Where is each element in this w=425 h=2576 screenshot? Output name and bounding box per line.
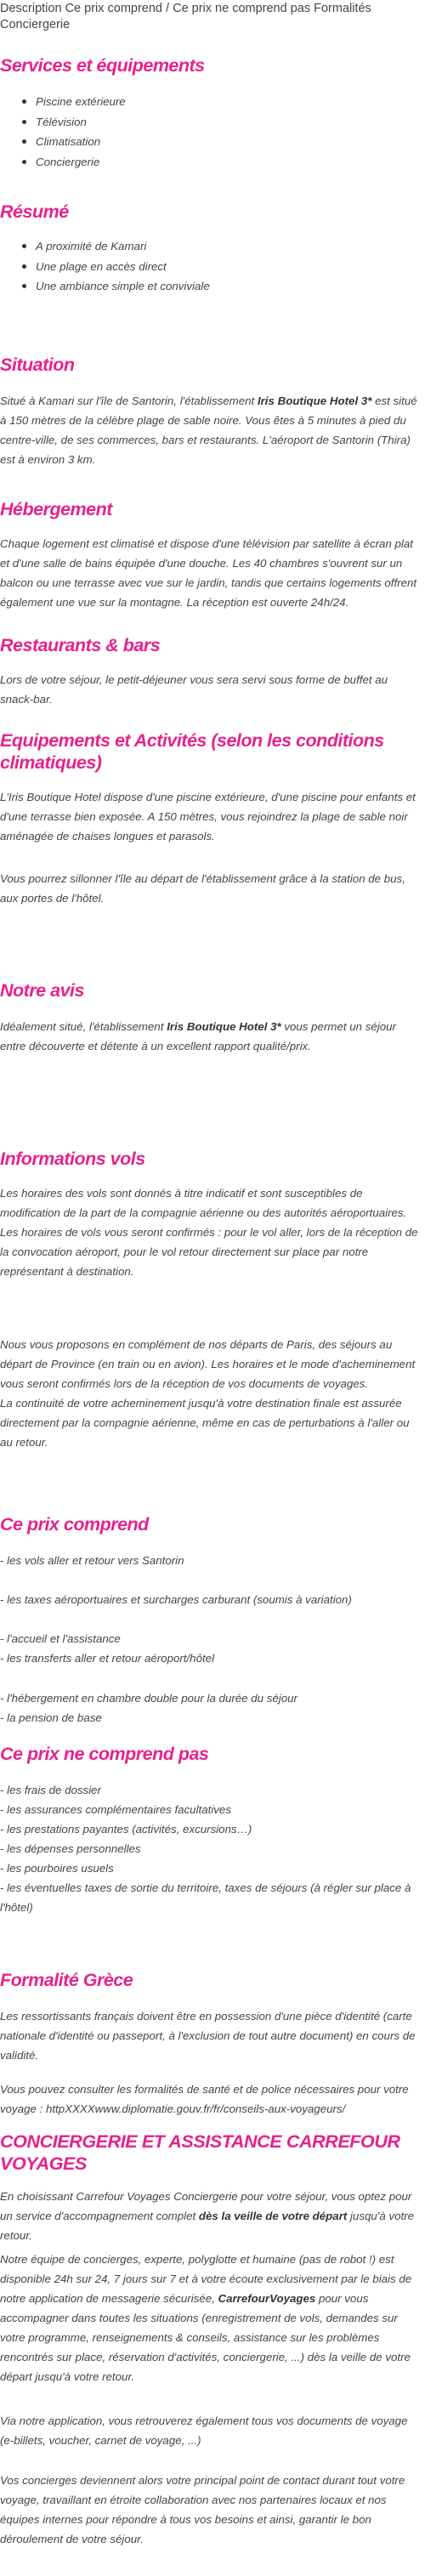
- formalite-text-1: Les ressortissants français doivent être en possession d'une pièce d'identité (carte nationale d'identité ou passeport, à l'exclusion de tout autre document) en cours de validité.: [0, 2010, 416, 2062]
- tab-formalites[interactable]: Formalités: [314, 2, 371, 15]
- conciergerie-text-4: Vos concierges deviennent alors votre principal point de contact durant tout votre voyage, travaillant en étroite collaboration avec nos partenaires locaux et nos équipes internes pour répondre à tous vos besoins et ainsi, garantir le bon déroulement de votre séjour.: [0, 2474, 405, 2545]
- vols-body-2: [0, 1335, 422, 1452]
- conciergerie-body-4: [0, 2471, 422, 2549]
- list-item: - les transferts aller et retour aéroport/hôtel: [0, 1652, 215, 1665]
- comprend-item-3: [0, 1629, 422, 1668]
- conciergerie-body-2: [0, 2250, 422, 2386]
- services-heading: Services et équipements: [0, 55, 205, 76]
- avis-text: Idéalement situé, l'établissement Iris Boutique Hotel 3* vous permet un séjour entre découverte et détente à un excellent rapport qualité/prix.: [0, 1020, 396, 1053]
- tab-separator: /: [166, 2, 170, 15]
- formalite-body-1: [0, 2006, 422, 2065]
- conciergerie-heading: CONCIERGERIE ET ASSISTANCE CARREFOUR VOYAGES: [0, 2131, 400, 2174]
- ne-comprend-section: [0, 1743, 422, 1765]
- equipements-body-2: [0, 869, 422, 908]
- resume-list-wrap: [0, 236, 422, 297]
- list-item: Une ambiance simple et conviviale: [36, 276, 422, 297]
- comprend-item-2: [0, 1590, 422, 1609]
- ne-comprend-heading: Ce prix ne comprend pas: [0, 1744, 209, 1764]
- services-list-wrap: [0, 92, 422, 172]
- situation-heading: Situation: [0, 355, 75, 375]
- vols-body-1: [0, 1183, 422, 1281]
- tab-conciergerie[interactable]: Conciergerie: [0, 18, 71, 31]
- list-item: - les frais de dossier: [0, 1784, 101, 1796]
- resume-list: [0, 236, 422, 297]
- conciergerie-section: [0, 2131, 422, 2175]
- situation-section: [0, 354, 422, 376]
- avis-body: [0, 1017, 422, 1056]
- avis-section: [0, 979, 422, 1001]
- list-item: - les prestations payantes (activités, excursions…): [0, 1823, 252, 1836]
- formalite-heading: Formalité Grèce: [0, 1970, 133, 1990]
- tab-navigation: [0, 1, 422, 33]
- tab-ce-prix-comprend[interactable]: Ce prix comprend: [65, 2, 162, 15]
- hotel-name: Iris Boutique Hotel 3*: [167, 1020, 281, 1033]
- restaurants-body: [0, 670, 422, 709]
- vols-heading: Informations vols: [0, 1149, 145, 1169]
- situation-body: [0, 391, 422, 469]
- vols-text-2: Les horaires de vols vous seront confirmés : pour le vol aller, lors de la réception de la convocation aéroport, pour le vol retour directement sur place par notre représentant à destination.: [0, 1226, 418, 1278]
- tab-description[interactable]: Description: [0, 2, 62, 15]
- comprend-section: [0, 1513, 422, 1535]
- restaurants-section: [0, 634, 422, 656]
- restaurants-text: Lors de votre séjour, le petit-déjeuner vous sera servi sous forme de buffet au snack-bar.: [0, 673, 388, 706]
- list-item: Télévision: [36, 112, 422, 133]
- ne-comprend-list: [0, 1780, 422, 1917]
- conciergerie-body-1: [0, 2187, 422, 2245]
- conciergerie-body-3: [0, 2411, 422, 2450]
- conciergerie-text-1: En choisissant Carrefour Voyages Conciergerie pour votre séjour, vous optez pour un service d'accompagnement complet dès la veille de votre départ jusqu'à votre retour.: [0, 2190, 414, 2242]
- equipements-heading: Equipements et Activités (selon les conditions climatiques): [0, 730, 384, 773]
- hebergement-heading: Hébergement: [0, 499, 112, 519]
- conciergerie-text-2: Notre équipe de concierges, experte, polyglotte et humaine (pas de robot !) est disponible 24h sur 24, 7 jours sur 7 et à votre écoute exclusivement par le biais de notre application de messagerie sécurisée, CarrefourVoyages pour vous accompagner dans toutes les situations (enregistrement de vols, demandes sur votre programme, renseignements & conseils, assistance sur les problèmes rencontrés sur place, réservation d'activités, conciergerie, ...) dès la veille de votre départ jusqu'à votre retour.: [0, 2253, 412, 2383]
- situation-text: Situé à Kamari sur l'île de Santorin, l'établissement Iris Boutique Hotel 3* est situé à 150 mètres de la célèbre plage de sable noire. Vous êtes à 5 minutes à pied du centre-ville, de ses commerces, bars et restaurants. L'aéroport de Santorin (Thira) est à environ 3 km.: [0, 394, 417, 466]
- resume-heading: Résumé: [0, 201, 69, 222]
- list-item: Climatisation: [36, 132, 422, 152]
- list-item: - les assurances complémentaires facultatives: [0, 1803, 231, 1816]
- hebergement-body: [0, 534, 422, 612]
- list-item: - les taxes aéroportuaires et surcharges carburant (soumis à variation): [0, 1593, 352, 1606]
- avis-heading: Notre avis: [0, 980, 84, 1001]
- list-item: Une plage en accès direct: [36, 257, 422, 277]
- list-item: - les dépenses personnelles: [0, 1842, 141, 1855]
- equipements-section: [0, 729, 422, 774]
- list-item: - l'accueil et l'assistance: [0, 1632, 121, 1645]
- list-item: A proximité de Kamari: [36, 236, 422, 257]
- comprend-item-1: [0, 1551, 422, 1570]
- equipements-text-2: Vous pourrez sillonner l'île au départ de l'établissement grâce à la station de bus, aux portes de l'hôtel.: [0, 872, 405, 905]
- list-item: Conciergerie: [36, 152, 422, 173]
- services-list: [0, 92, 422, 172]
- formalite-section: [0, 1969, 422, 1991]
- vols-text-1: Les horaires des vols sont donnés à titre indicatif et sont susceptibles de modification de la part de la compagnie aérienne ou des autorités aéroportuaires.: [0, 1187, 407, 1219]
- equipements-body-1: [0, 787, 422, 846]
- equipements-text-1: L'Iris Boutique Hotel dispose d'une piscine extérieure, d'une piscine pour enfants et d'une terrasse bien exposée. A 150 mètres, vous rejoindrez la plage de sable noir aménagée de chaises longues et parasols.: [0, 791, 416, 843]
- list-item: - les éventuelles taxes de sortie du territoire, taxes de séjours (à régler sur place à l'hôtel): [0, 1881, 411, 1914]
- hotel-name: Iris Boutique Hotel 3*: [257, 394, 372, 407]
- formalite-body-2: [0, 2080, 422, 2119]
- resume-section: [0, 201, 422, 223]
- vols-section: [0, 1148, 422, 1170]
- vols-text-4: La continuité de votre acheminement jusqu'à votre destination finale est assurée directement par la compagnie aérienne, même en cas de perturbations à l'aller ou au retour.: [0, 1397, 410, 1449]
- hebergement-section: [0, 498, 422, 520]
- list-item: Piscine extérieure: [36, 92, 422, 112]
- comprend-heading: Ce prix comprend: [0, 1514, 149, 1535]
- formalite-text-2: Vous pouvez consulter les formalités de santé et de police nécessaires pour votre voyage : httpXXXXwww.diplomatie.gouv.fr/fr/conseils-aux-voyageurs/: [0, 2083, 409, 2115]
- tab-ce-prix-ne-comprend-pas[interactable]: Ce prix ne comprend pas: [173, 2, 311, 15]
- restaurants-heading: Restaurants & bars: [0, 635, 161, 655]
- list-item: - les vols aller et retour vers Santorin: [0, 1554, 184, 1567]
- list-item: - la pension de base: [0, 1711, 102, 1724]
- comprend-item-5: [0, 1688, 422, 1728]
- services-section: [0, 54, 422, 77]
- list-item: - les pourboires usuels: [0, 1862, 114, 1875]
- conciergerie-text-3: Via notre application, vous retrouverez également tous vos documents de voyage (e-billets, voucher, carnet de voyage, ...): [0, 2414, 408, 2447]
- list-item: - l'hébergement en chambre double pour la durée du séjour: [0, 1692, 298, 1705]
- hebergement-text: Chaque logement est climatisé et dispose d'une télévision par satellite à écran plat et d'une salle de bains équipée d'une douche. Les 40 chambres s'ouvrent sur un balcon ou une terrasse avec vue sur le jardin, tandis que certains logements offrent également une vue sur la montagne. La réception est ouverte 24h/24.: [0, 537, 417, 609]
- vols-text-3: Nous vous proposons en complément de nos départs de Paris, des séjours au départ de Province (en train ou en avion). Les horaires et le mode d'acheminement vous seront confirmés lors de la réception de vos documents de voyages.: [0, 1338, 416, 1390]
